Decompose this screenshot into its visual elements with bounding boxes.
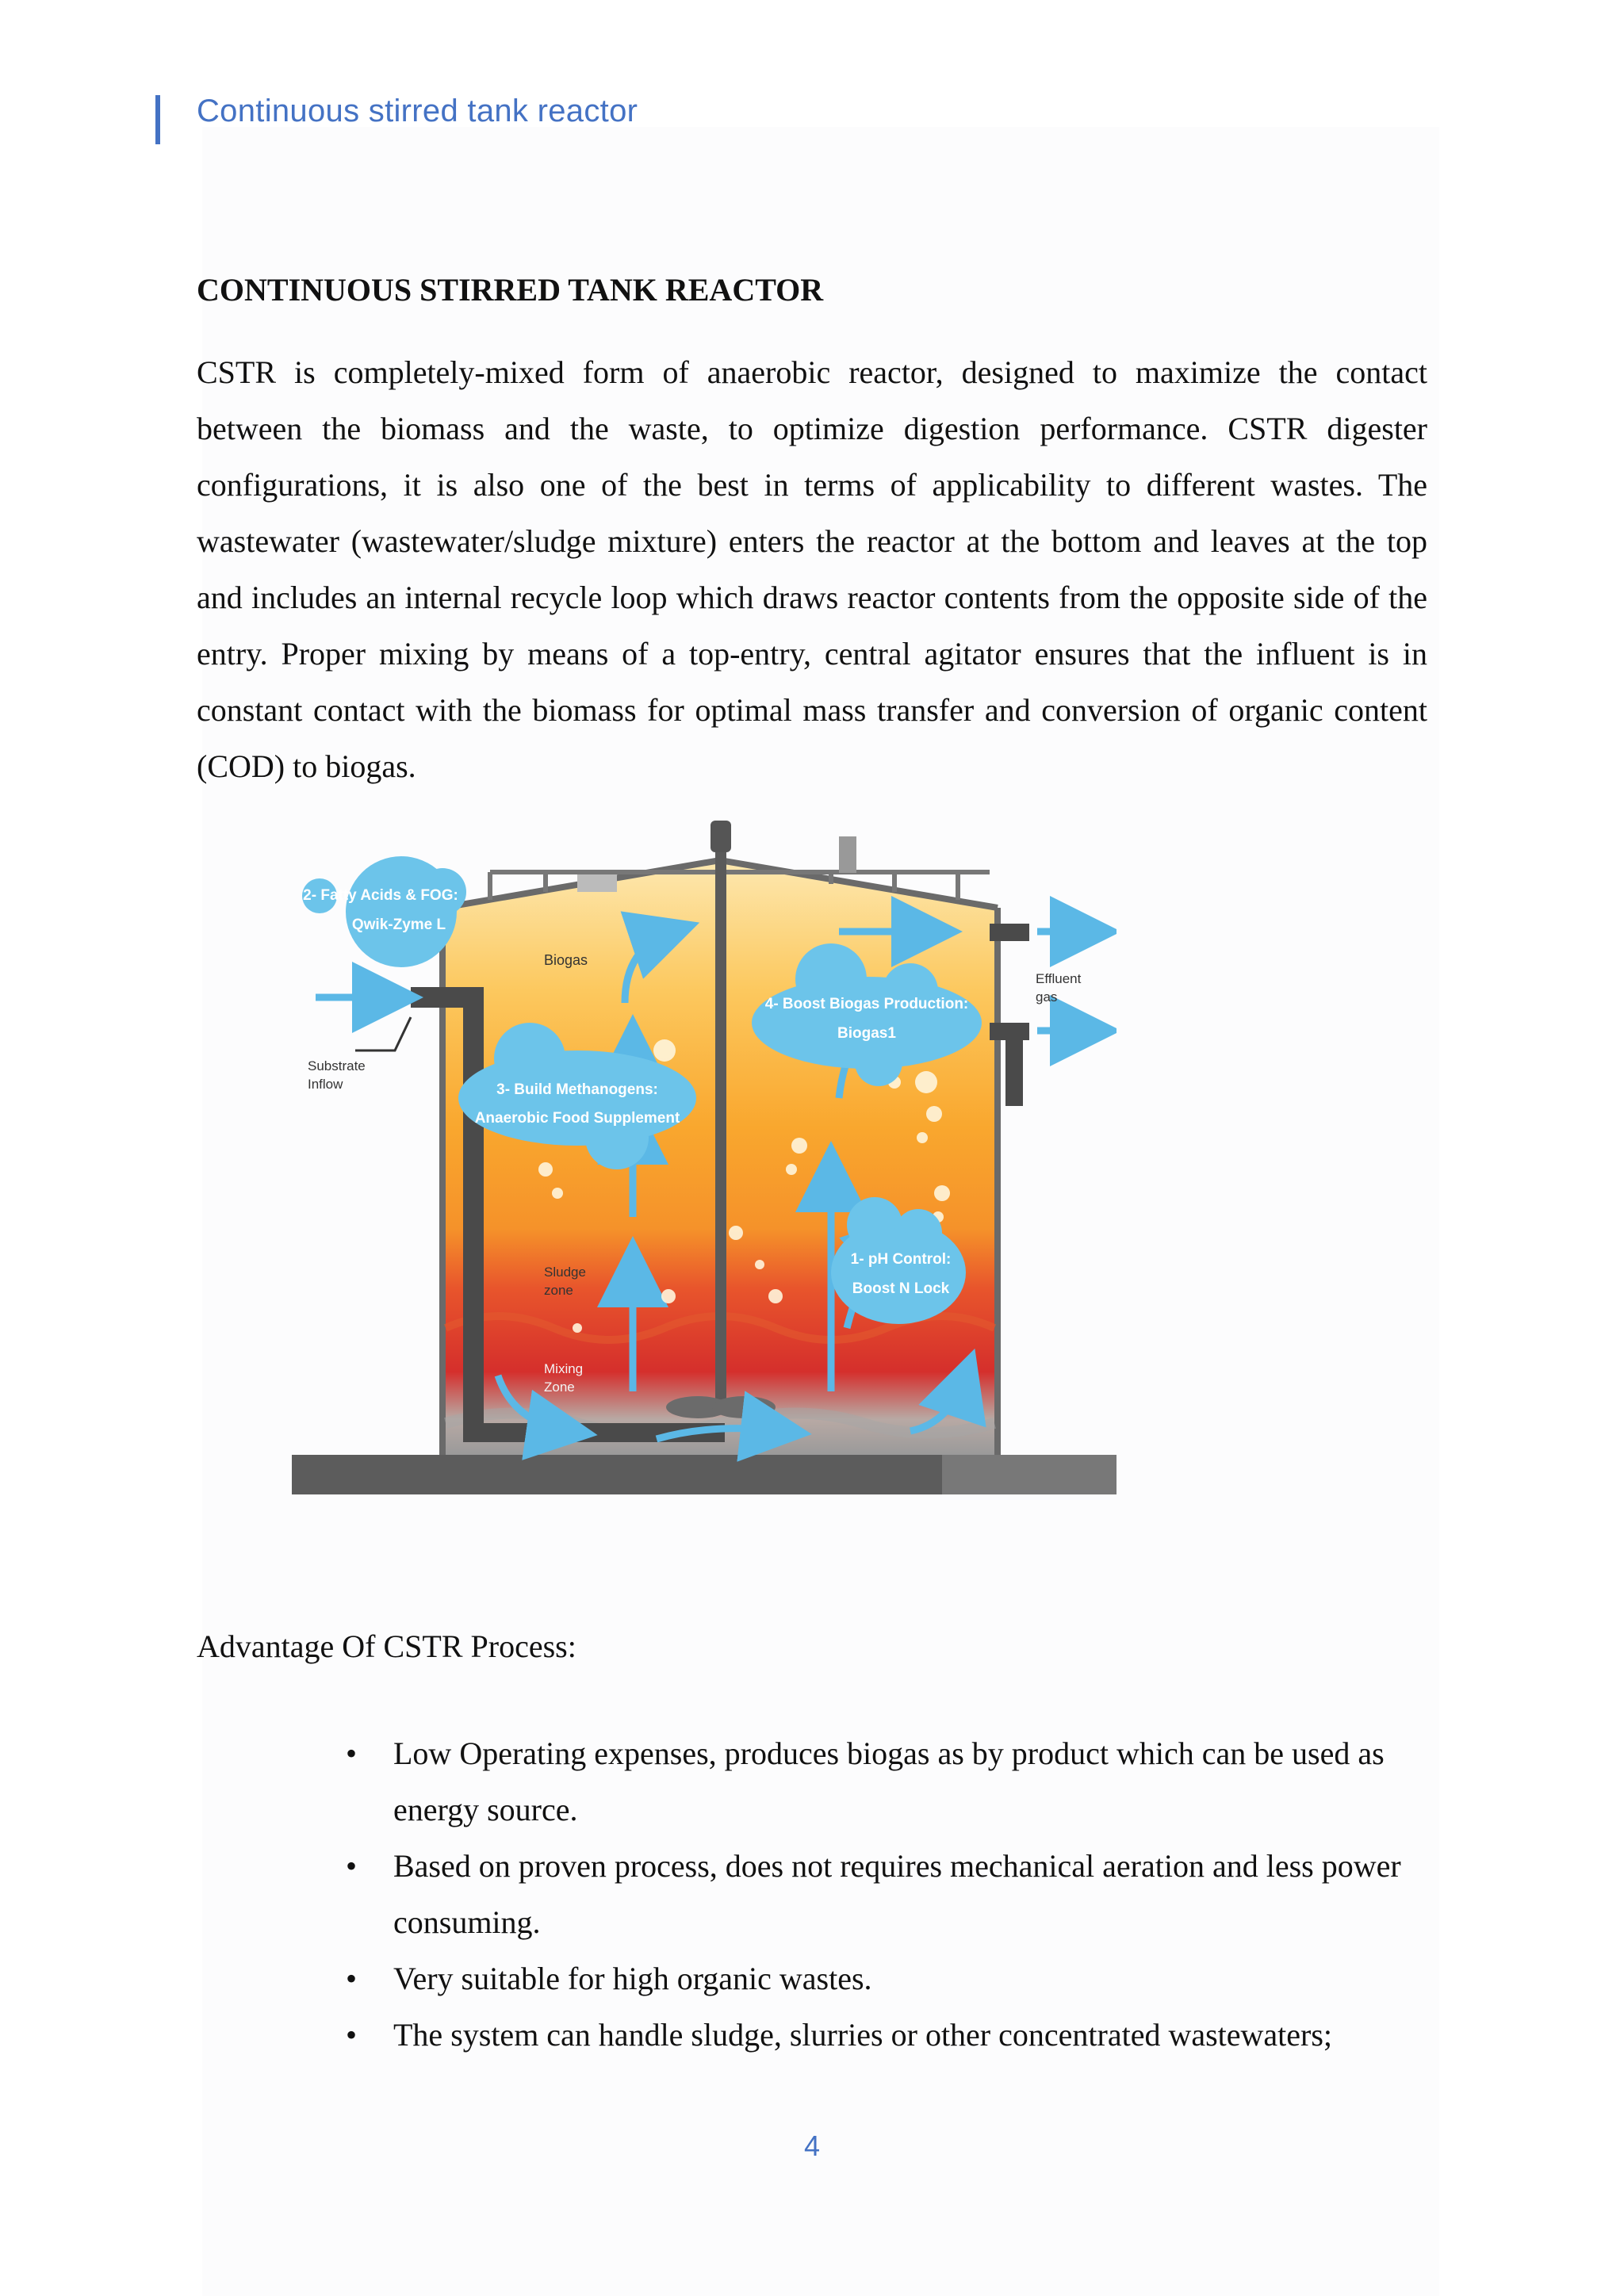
advantage-text: Based on proven process, does not requires mechanical aeration and less power consuming. bbox=[393, 1848, 1401, 1940]
advantage-item bbox=[197, 2007, 1427, 2063]
callout-biogas-line2: Biogas1 bbox=[837, 1025, 896, 1042]
callout-methanogens-line2: Anaerobic Food Supplement bbox=[474, 1110, 680, 1127]
advantage-item bbox=[197, 1950, 1427, 2007]
header-accent-bar bbox=[155, 95, 160, 144]
label-mixing-line2: Zone bbox=[544, 1380, 575, 1395]
bullet-icon: • bbox=[346, 2017, 358, 2053]
callout-ph-line2: Boost N Lock bbox=[852, 1280, 950, 1297]
label-biogas: Biogas bbox=[544, 952, 588, 968]
label-sludge-line2: zone bbox=[544, 1283, 573, 1298]
label-substrate-line2: Inflow bbox=[308, 1077, 343, 1092]
bullet-icon: • bbox=[346, 1735, 358, 1771]
advantage-text: Low Operating expenses, produces biogas as by product which can be used as energy source. bbox=[393, 1735, 1385, 1827]
label-effluent-line1: Effluent bbox=[1036, 971, 1082, 986]
callout-biogas-line1: 4- Boost Biogas Production: bbox=[764, 996, 969, 1012]
page-number: 4 bbox=[803, 2130, 821, 2162]
callout-fatty-acids-line1: 2- Fatty Acids & FOG: bbox=[303, 887, 458, 904]
cstr-diagram-svg bbox=[292, 821, 1116, 1494]
bullet-icon: • bbox=[346, 1848, 358, 1884]
roof-hatch bbox=[577, 874, 617, 892]
section-heading: CONTINUOUS STIRRED TANK REACTOR bbox=[197, 272, 824, 308]
advantage-text: The system can handle sludge, slurries or other concentrated wastewaters; bbox=[393, 2017, 1333, 2053]
substrate-leader-line bbox=[355, 1017, 411, 1050]
label-substrate-line1: Substrate bbox=[308, 1058, 366, 1073]
roof-vent bbox=[839, 836, 856, 873]
label-sludge-line1: Sludge bbox=[544, 1265, 586, 1280]
callout-ph-line1: 1- pH Control: bbox=[850, 1251, 952, 1268]
label-effluent-line2: gas bbox=[1036, 989, 1058, 1004]
cstr-diagram bbox=[292, 821, 1116, 1494]
body-paragraph: CSTR is completely-mixed form of anaerobic reactor, designed to maximize the contact between the biomass and the waste, to optimize digestion performance. CSTR digester configurations, it is also one of the best in terms of applicability to different wastes. The wastewater (wastewater/sludge mixture) enters the reactor at the bottom and leaves at the top and includes an internal recycle loop which draws reactor contents from the opposite side of the entry. Proper mixing by means of a top-entry, central agitator ensures that the influent is in constant contact with the biomass for optimal mass transfer and conversion of organic content (COD) to biogas. bbox=[197, 354, 1427, 784]
advantages-list bbox=[197, 1725, 1427, 2063]
base-gradient bbox=[942, 1455, 1116, 1494]
running-header: Continuous stirred tank reactor bbox=[197, 94, 638, 128]
advantage-item bbox=[197, 1725, 1427, 1838]
callout-fatty-acids-line2: Qwik-Zyme L bbox=[351, 916, 446, 933]
advantage-text: Very suitable for high organic wastes. bbox=[393, 1961, 872, 1996]
bullet-icon: • bbox=[346, 1961, 358, 1996]
label-mixing-line1: Mixing bbox=[544, 1361, 584, 1376]
callout-methanogens-line1: 3- Build Methanogens: bbox=[496, 1081, 658, 1098]
advantages-heading: Advantage Of CSTR Process: bbox=[197, 1628, 576, 1664]
advantage-item bbox=[197, 1838, 1427, 1950]
